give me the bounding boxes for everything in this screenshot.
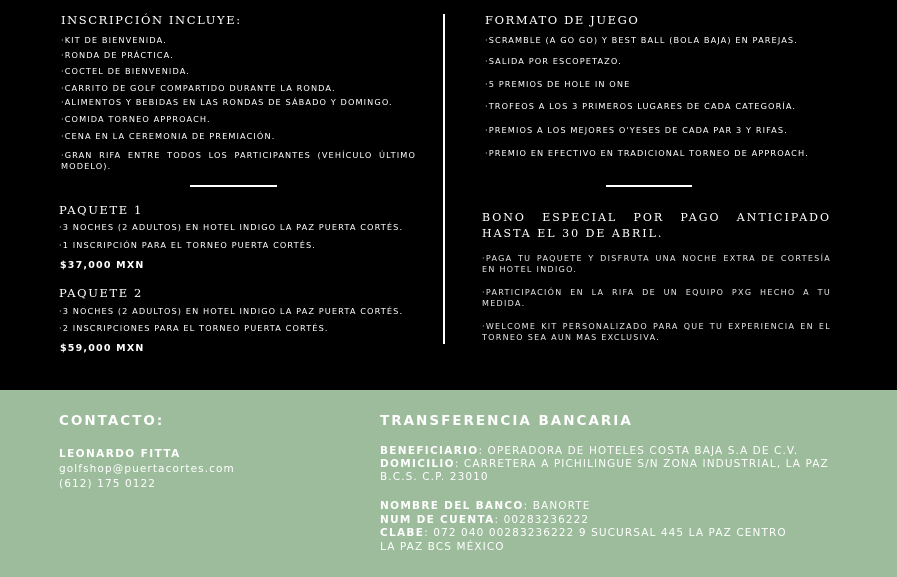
paquete1-item: ·1 INSCRIPCIÓN PARA EL TORNEO PUERTA CORTÉS. [59,240,316,250]
bono-item: ·WELCOME KIT PERSONALIZADO PARA QUE TU EXPERIENCIA EN EL TORNEO SEA AUN MAS EXCLUSIVA. [482,322,831,342]
clabe-label: CLABE [380,527,425,539]
incluye-item: ·ALIMENTOS Y BEBIDAS EN LAS RONDAS DE SÁBADO Y DOMINGO. [61,97,393,107]
transferencia-title: TRANSFERENCIA BANCARIA [380,413,633,429]
contact-email[interactable]: golfshop@puertacortes.com [59,463,235,475]
banco-line [380,500,591,514]
banco-label: NOMBRE DEL BANCO [380,500,524,512]
contacto-title: CONTACTO: [59,413,165,429]
domicilio-label: DOMICILIO [380,458,455,470]
incluye-item: ·COCTEL DE BIENVENIDA. [61,66,190,76]
clabe-value: : 072 040 00283236222 9 SUCURSAL 445 LA PAZ CENTRO [424,527,787,539]
domicilio-line-2: B.C.S. C.P. 23010 [380,471,489,483]
clabe-line-2: LA PAZ BCS MÉXICO [380,541,505,553]
paquete2-price: $59,000 MXN [60,343,145,354]
domicilio-value: : CARRETERA A PICHILINGUE S/N ZONA INDUSTRIAL, LA PAZ [454,458,829,470]
paquete1-item: ·3 NOCHES (2 ADULTOS) EN HOTEL INDIGO LA PAZ PUERTA CORTÉS. [59,222,404,232]
paquete2-item: ·3 NOCHES (2 ADULTOS) EN HOTEL INDIGO LA PAZ PUERTA CORTÉS. [59,306,404,316]
section-divider [606,185,692,187]
cuenta-line [380,514,589,528]
paquete2-title: PAQUETE 2 [59,286,143,300]
contact-panel [0,390,897,577]
paquete1-title: PAQUETE 1 [59,203,143,217]
paquete2-item: ·2 INSCRIPCIONES PARA EL TORNEO PUERTA CORTÉS. [59,323,329,333]
formato-item: ·PREMIOS A LOS MEJORES O'YESES DE CADA PAR 3 Y RIFAS. [485,125,788,135]
bono-item: ·PARTICIPACIÓN EN LA RIFA DE UN EQUIPO PXG HECHO A TU MEDIDA. [482,288,831,308]
formato-item: ·TROFEOS A LOS 3 PRIMEROS LUGARES DE CADA CATEGORÍA. [485,101,797,111]
incluye-item: ·CENA EN LA CEREMONIA DE PREMIACIÓN. [61,131,276,141]
contact-name: LEONARDO FITTA [59,448,181,460]
clabe-line [380,527,787,541]
formato-title: FORMATO DE JUEGO [485,13,640,27]
incluye-item: ·CARRITO DE GOLF COMPARTIDO DURANTE LA RONDA. [61,83,336,93]
beneficiario-value: : OPERADORA DE HOTELES COSTA BAJA S.A DE C.V. [478,445,799,457]
formato-item: ·PREMIO EN EFECTIVO EN TRADICIONAL TORNEO DE APPROACH. [485,148,809,158]
formato-item: ·SCRAMBLE (A GO GO) Y BEST BALL (BOLA BAJA) EN PAREJAS. [485,35,798,45]
formato-item: ·5 PREMIOS DE HOLE IN ONE [485,79,631,89]
bono-title: BONO ESPECIAL POR PAGO ANTICIPADO HASTA EL 30 DE ABRIL. [482,211,831,240]
incluye-item: ·KIT DE BIENVENIDA. [61,35,167,45]
column-divider [443,14,445,344]
beneficiario-line [380,445,798,459]
contact-phone[interactable]: (612) 175 0122 [59,478,157,490]
banco-value: : BANORTE [523,500,591,512]
incluye-item: ·COMIDA TORNEO APPROACH. [61,114,211,124]
incluye-item: ·RONDA DE PRÁCTICA. [61,50,174,60]
section-divider [190,185,277,187]
incluye-title: INSCRIPCIÓN INCLUYE: [61,13,242,27]
incluye-item: ·GRAN RIFA ENTRE TODOS LOS PARTICIPANTES (VEHÍCULO ÚLTIMO MODELO). [61,150,416,171]
paquete1-price: $37,000 MXN [60,260,145,271]
cuenta-label: NUM DE CUENTA [380,514,495,526]
beneficiario-label: BENEFICIARIO [380,445,479,457]
cuenta-value: : 00283236222 [494,514,590,526]
formato-item: ·SALIDA POR ESCOPETAZO. [485,56,622,66]
bono-item: ·PAGA TU PAQUETE Y DISFRUTA UNA NOCHE EXTRA DE CORTESÍA EN HOTEL INDIGO. [482,254,831,274]
domicilio-line [380,458,829,472]
